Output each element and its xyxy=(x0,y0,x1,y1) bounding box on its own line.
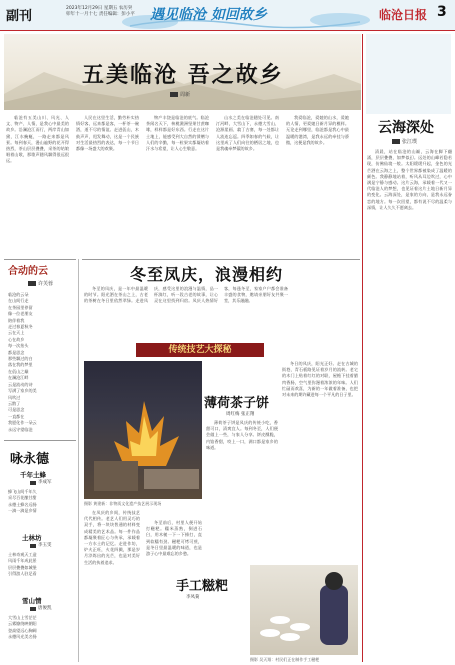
author-marker xyxy=(30,481,36,485)
poem-line: 在澜沧江畔 xyxy=(8,375,29,381)
author-marker xyxy=(28,281,36,286)
poem-line: 采尽百花酿甘甜 xyxy=(8,495,37,501)
story-2-author: 李凤菊 xyxy=(186,595,200,600)
story-1-text: 薄荷茶子饼是凤庆的传统小吃，香甜可口，清爽宜人。每到冬至，人们便会做上一些，与家人分享。饼皮酥脆，内馅香甜，咬上一口，满口都是家乡的味道。 xyxy=(206,420,278,450)
poem-line: 层层叠叠如城堡 xyxy=(8,564,37,570)
main-article-author: 周新 xyxy=(180,92,191,98)
divider xyxy=(4,259,76,260)
side-article-author: 张江璞 xyxy=(402,139,418,145)
main-article-col-5: 我爱临沧，爱她的山水，爱她的人情，更爱她日新月异的模样。无论走到哪里，临沧都是我心中最温暖的港湾，是我永远的牵挂与骄傲，这便是我的故乡。 xyxy=(286,115,349,145)
photo-caption: 摄影 吴天翔：村民们正在制作手工糍粑 xyxy=(250,657,320,662)
subpoem-title: 雪山情 xyxy=(22,597,42,605)
poem-line: 云是流动的诗 xyxy=(8,381,33,387)
issue-date: 2023年12月29日 星期五 农历癸卯年十一月十七 责任编辑：彭小平 xyxy=(66,6,135,17)
poem-line: 我愿化作一朵云 xyxy=(8,420,37,426)
poem-line: 心在故乡 xyxy=(8,336,25,342)
story-2-text: 冬至前后，村里人便开始打糍粑。糯米蒸熟，倒进石臼，用木槌一下一下捶打，直到软糯有劲。糍粑可烤可煎，是冬日里最温暖的味道，也是游子心中最难忘的乡愁。 xyxy=(146,520,202,557)
newspaper-logo: 临沧日报 xyxy=(379,8,428,22)
poem-line: 像一位老朋友 xyxy=(8,311,33,317)
poem-line: 土林奇观天工造 xyxy=(8,552,37,557)
author-marker xyxy=(30,607,36,611)
poem-line: 云在天上 xyxy=(8,330,25,336)
main-article-col-1: 临沧有五美山川、风光、人文、物产、人情，是我心中最美的故乡。沿澜沧江而行，两岸青山如黛，江水蜿蜒，一路走来都是风景。每到春天，漫山遍野的花开得热烈，茶山层层叠叠，采茶的姑娘唱着山歌，那歌声随风飘得很远很远。 xyxy=(6,115,69,164)
poem-line: 一直都在 xyxy=(8,413,25,419)
poem-line: 永远守望临沧 xyxy=(8,426,33,432)
poem-line: 大雪山上雪茫茫 xyxy=(8,615,37,620)
story-2-title: 手工糍粑 xyxy=(176,579,229,594)
poem-line: 永德风光美名扬 xyxy=(8,634,37,640)
poem-line: 那些飘过的白 xyxy=(8,356,33,362)
subpoem-lines xyxy=(8,489,74,515)
poem-group-title: 咏永德 xyxy=(10,452,50,467)
craft-photo-2 xyxy=(250,565,358,655)
poem-line: 云散了 xyxy=(8,400,21,406)
poem-line: 引得游人驻足看 xyxy=(8,571,37,577)
photo-caption: 摄影 黄建新：非物质文化遗产技艺展示现场 xyxy=(84,501,162,506)
poem-line: 写满了家乡的美 xyxy=(8,388,37,394)
poem-line: 登高望远心胸阔 xyxy=(8,627,37,633)
main-article-col-3: 物产丰饶是临沧的底气。临沧茶闻名天下，核桃澳洲坚果甘蔗咖啡，样样都是好东西。行走在这片土地上，能感受到大自然的馈赠与人们的辛勤，每一粒果实都凝结着汗水与希望，让人心生敬意。 xyxy=(146,115,209,152)
author-marker xyxy=(30,544,36,548)
poem-line: 每一次抬头 xyxy=(8,343,29,349)
page-slogan: 遇见临沧 如回故乡 xyxy=(150,7,267,23)
craft-photo xyxy=(84,361,202,499)
section-name: 副刊 xyxy=(6,9,33,24)
column-divider xyxy=(78,259,79,662)
subpoem-title: 千年土蜂 xyxy=(20,471,46,479)
poem-line: 在山间行走 xyxy=(8,298,29,304)
subpoem-lines xyxy=(8,615,74,641)
story-1-title: 薄荷茶子饼 xyxy=(204,396,270,411)
poem-line: 永德土蜂名远扬 xyxy=(8,501,37,507)
poem-line: 都是思念 xyxy=(8,349,25,355)
page-number: 3 xyxy=(437,4,447,20)
story-1-author: 周红梅 张正翔 xyxy=(226,412,255,417)
poem-line: 风吹过 xyxy=(8,394,21,400)
poem-line: 云雾缭绕映朝阳 xyxy=(8,621,37,627)
poem-column-title: 合动的云 xyxy=(8,266,48,277)
poem-lines xyxy=(8,292,74,432)
main-article-col-2: 人民在这里生活，勤劳朴实热情好客，远来都是客，一杯茶一碗酒，道不尽的情谊。走进佤山，木鼓声声，甩发舞动，这是一个民族对生活最热烈的表达，每一个节日都像一场盛大的欢聚。 xyxy=(76,115,139,152)
side-article-title: 云海深处 xyxy=(378,120,434,136)
subpoem-author: 李成军 xyxy=(38,480,52,485)
poem-line: 走过春夏秋冬 xyxy=(8,324,33,330)
divider xyxy=(4,440,76,441)
subpoem-title: 土林坊 xyxy=(22,534,42,542)
feature-intro: 冬至的凤庆，是一年中最温暖的时节。阳光洒在茶山之上，古老的茶树在冬日里依然翠绿。走进凤庆，感受这里的浪漫与温情，品一杯滇红，听一段古老的故事，让心灵在这里找到归宿。凤庆人热情好客，每逢冬至，家家户户都会准备丰盛的食物，邀请亲朋好友共聚一堂，其乐融融。 xyxy=(84,286,288,304)
sparks-graphic xyxy=(84,361,202,499)
poem-line: 在佤山之巅 xyxy=(8,368,29,374)
author-marker xyxy=(170,92,178,97)
feature-title: 冬至凤庆，浪漫相约 xyxy=(130,265,284,284)
poem-line: 可是思念 xyxy=(8,407,25,413)
side-article-body: 清晨，站在临沧的山巅，云海在脚下翻涌，层层叠叠，如梦似幻。远处的山峰若隐若现，仿佛仙境一般。太阳缓缓升起，金色的光芒洒在云海之上，整个世界都被染成了温暖的颜色。我静静地站着，听风从耳边吹过，心中满是宁静与感动。这片云海，承载着一代又一代临沧人的梦想，也见证着这片土地日新月异的变化。云海深处，是家的方向，是我永远眷恋的地方。每一次回望，都有说不尽的温柔与深情，让人久久不愿离去。 xyxy=(367,149,452,210)
poem-column-author: 许芙蓉 xyxy=(38,281,54,287)
poem-line: 在茶园里停留 xyxy=(8,304,33,310)
feature-banner: 传统技艺大探秘 xyxy=(136,343,264,357)
poem-line: 落在我的梦里 xyxy=(8,362,33,368)
subpoem-author: 唐俊凯 xyxy=(38,606,52,611)
feature-left-col: 在凤庆的乡间，传统技艺代代相传。老艺人们用灵巧的双手，将一块块普通的材料变成精美的艺术品。每一件作品都凝聚着匠心与传承，承载着一方水土的记忆。走进作坊，炉火正旺，火花四溅，那是岁月淬炼出的光芒，也是对美好生活的执着追求。 xyxy=(84,510,140,565)
poem-line: 一滴一滴是乡情 xyxy=(8,508,37,514)
author-marker xyxy=(392,139,400,144)
main-article-col-4: 山水之美在临沧随处可见。南汀河畔，大雪山下，永德大雪山、沧源崖画、翁丁古寨，每一处都让人流连忘返。四季如春的气候，让这里成了人们向往的栖居之地，也是我魂牵梦萦的故乡。 xyxy=(216,115,279,152)
poem-line: 风雨千年成此景 xyxy=(8,558,37,564)
main-article-title: 五美临沧 吾之故乡 xyxy=(82,62,284,88)
subpoem-lines xyxy=(8,552,74,578)
column-divider xyxy=(362,34,363,662)
divider xyxy=(82,259,360,260)
feature-right-col: 冬日的凤庆，阳光正好。走在古城的街巷，青石板路见证着岁月的流转。老宅的木门上贴着红红的对联，屋檐下挂着腊肉香肠，空气里弥漫着浓浓的年味。人们忙碌而欢喜，为新的一年做着准备，也把对未来的期许藏进每一个平凡的日子里。 xyxy=(282,361,358,398)
poem-line: 陪伴着我 xyxy=(8,317,25,323)
masthead-rule xyxy=(0,30,455,31)
poem-line: 临沧的云朵 xyxy=(8,292,29,297)
subpoem-author: 李玉雯 xyxy=(38,543,52,548)
poem-line: 蜂飞山间千年久 xyxy=(8,489,37,494)
side-article-header-bg xyxy=(366,34,451,114)
